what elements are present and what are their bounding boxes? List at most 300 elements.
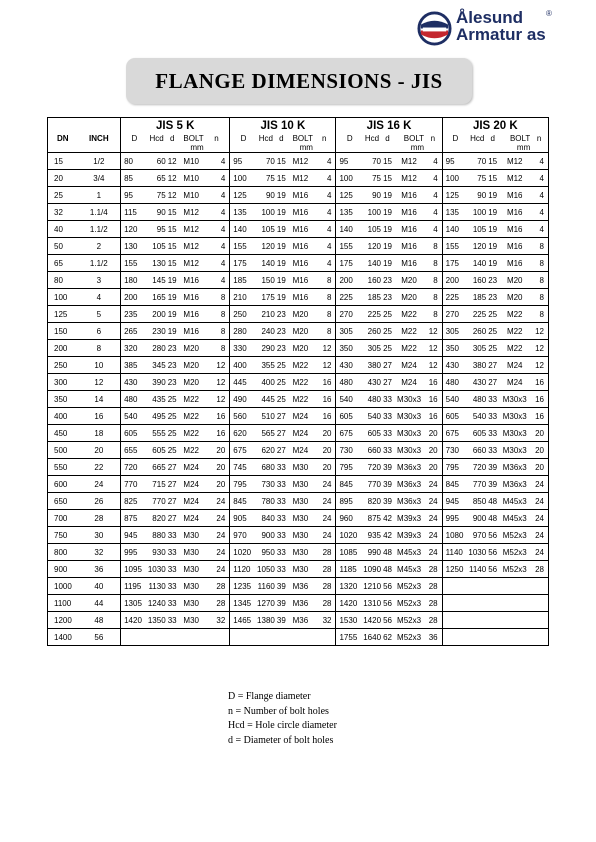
hole-circle-cell: 290 xyxy=(257,340,275,357)
bolt-count-cell: 24 xyxy=(204,544,230,561)
flange-diameter-cell: 140 xyxy=(336,221,363,238)
bolt-size-cell: M24 xyxy=(499,357,530,374)
table-row xyxy=(48,425,549,442)
hole-circle-cell: 495 xyxy=(148,408,166,425)
hole-circle-cell: 240 xyxy=(257,323,275,340)
bolt-hole-cell: 27 xyxy=(275,425,288,442)
hole-circle-cell: 990 xyxy=(363,544,381,561)
bolt-hole-cell: 48 xyxy=(381,561,394,578)
flange-diameter-cell: 795 xyxy=(336,459,363,476)
bolt-count-cell: 24 xyxy=(530,527,548,544)
table-row xyxy=(48,374,549,391)
bolt-count-cell: 4 xyxy=(204,272,230,289)
hole-circle-cell: 715 xyxy=(148,476,166,493)
bolt-count-cell: 24 xyxy=(424,510,442,527)
flange-diameter-cell: 1085 xyxy=(336,544,363,561)
flange-diameter-cell: 1195 xyxy=(121,578,148,595)
bolt-size-cell: M30x3 xyxy=(499,442,530,459)
hole-circle-cell: 130 xyxy=(148,255,166,272)
flange-diameter-cell: 155 xyxy=(336,238,363,255)
bolt-hole-cell: 39 xyxy=(486,459,499,476)
bolt-count-cell: 24 xyxy=(530,476,548,493)
bolt-count-cell: 12 xyxy=(204,357,230,374)
flange-diameter-cell: 845 xyxy=(442,476,468,493)
bolt-count-cell: 12 xyxy=(530,323,548,340)
dn-cell: 15 xyxy=(48,153,78,170)
bolt-count-cell: 8 xyxy=(204,323,230,340)
inch-cell: 20 xyxy=(78,442,121,459)
table-row xyxy=(48,527,549,544)
title-banner xyxy=(126,58,472,104)
bolt-count-cell: 16 xyxy=(530,408,548,425)
bolt-size-cell: M12 xyxy=(394,153,424,170)
empty-cell xyxy=(442,595,548,612)
bolt-hole-cell: 39 xyxy=(275,612,288,629)
empty-cell xyxy=(442,629,548,646)
bolt-hole-cell: 33 xyxy=(486,425,499,442)
inch-cell: 12 xyxy=(78,374,121,391)
bolt-hole-cell: 42 xyxy=(381,527,394,544)
bolt-size-cell: M22 xyxy=(179,425,204,442)
table-row xyxy=(48,187,549,204)
hole-circle-cell: 605 xyxy=(468,425,486,442)
table-row xyxy=(48,357,549,374)
page-title: FLANGE DIMENSIONS - JIS xyxy=(155,69,443,93)
bolt-count-cell: 28 xyxy=(424,561,442,578)
bolt-size-cell: M20 xyxy=(499,272,530,289)
bolt-hole-cell: 19 xyxy=(486,255,499,272)
inch-cell: 16 xyxy=(78,408,121,425)
bolt-hole-cell: 19 xyxy=(166,306,179,323)
dn-cell: 32 xyxy=(48,204,78,221)
bolt-size-cell: M36 xyxy=(288,612,313,629)
hole-circle-cell: 1160 xyxy=(257,578,275,595)
flange-diameter-cell: 1020 xyxy=(336,527,363,544)
bolt-count-cell: 12 xyxy=(313,340,336,357)
legend-item-d: D = Flange diameter xyxy=(228,691,311,702)
bolt-hole-cell: 19 xyxy=(166,289,179,306)
bolt-hole-cell: 19 xyxy=(275,255,288,272)
sub-header-hcd: Hcd xyxy=(363,134,381,153)
empty-cell xyxy=(230,629,336,646)
flange-diameter-cell: 200 xyxy=(442,272,468,289)
hole-circle-cell: 75 xyxy=(468,170,486,187)
flange-diameter-cell: 1020 xyxy=(230,544,257,561)
bolt-count-cell: 32 xyxy=(313,612,336,629)
bolt-hole-cell: 25 xyxy=(166,391,179,408)
dn-cell: 550 xyxy=(48,459,78,476)
sub-header-n: n xyxy=(313,134,336,153)
hole-circle-cell: 225 xyxy=(468,306,486,323)
bolt-hole-cell: 33 xyxy=(166,544,179,561)
flange-diameter-cell: 730 xyxy=(336,442,363,459)
bolt-size-cell: M30x3 xyxy=(499,408,530,425)
bolt-size-cell: M16 xyxy=(499,255,530,272)
inch-cell: 3 xyxy=(78,272,121,289)
bolt-size-cell: M12 xyxy=(288,153,313,170)
bolt-hole-cell: 25 xyxy=(381,306,394,323)
flange-diameter-cell: 130 xyxy=(121,238,148,255)
dn-header: DN xyxy=(48,134,78,153)
bolt-count-cell: 24 xyxy=(424,544,442,561)
table-row xyxy=(48,612,549,629)
flange-diameter-cell: 825 xyxy=(121,493,148,510)
hole-circle-cell: 770 xyxy=(468,476,486,493)
bolt-hole-cell: 33 xyxy=(486,408,499,425)
bolt-count-cell: 4 xyxy=(530,187,548,204)
bolt-size-cell: M30 xyxy=(288,476,313,493)
bolt-count-cell: 28 xyxy=(313,595,336,612)
flange-diameter-cell: 675 xyxy=(442,425,468,442)
bolt-count-cell: 24 xyxy=(530,544,548,561)
bolt-size-cell: M36x3 xyxy=(394,459,424,476)
bolt-count-cell: 24 xyxy=(313,510,336,527)
bolt-hole-cell: 48 xyxy=(486,510,499,527)
hole-circle-cell: 445 xyxy=(257,391,275,408)
flange-diameter-cell: 175 xyxy=(442,255,468,272)
bolt-count-cell: 20 xyxy=(313,425,336,442)
hole-circle-cell: 720 xyxy=(363,459,381,476)
hole-circle-cell: 105 xyxy=(363,221,381,238)
flange-diameter-cell: 430 xyxy=(336,357,363,374)
inch-cell: 5 xyxy=(78,306,121,323)
bolt-count-cell: 20 xyxy=(530,459,548,476)
flange-diameter-cell: 1095 xyxy=(121,561,148,578)
inch-cell: 28 xyxy=(78,510,121,527)
flange-diameter-cell: 200 xyxy=(121,289,148,306)
flange-diameter-cell: 1140 xyxy=(442,544,468,561)
bolt-hole-cell: 56 xyxy=(486,544,499,561)
dn-cell: 50 xyxy=(48,238,78,255)
inch-cell: 36 xyxy=(78,561,121,578)
table-row xyxy=(48,391,549,408)
bolt-size-cell: M24 xyxy=(288,408,313,425)
table-row xyxy=(48,340,549,357)
dn-cell: 125 xyxy=(48,306,78,323)
hole-circle-cell: 820 xyxy=(148,510,166,527)
bolt-size-cell: M16 xyxy=(179,306,204,323)
hole-circle-cell: 160 xyxy=(363,272,381,289)
bolt-count-cell: 8 xyxy=(313,272,336,289)
hole-circle-cell: 540 xyxy=(468,408,486,425)
company-logo xyxy=(417,9,577,49)
hole-circle-cell: 305 xyxy=(468,340,486,357)
dn-cell: 25 xyxy=(48,187,78,204)
bolt-size-cell: M16 xyxy=(288,221,313,238)
inch-cell: 2 xyxy=(78,238,121,255)
dn-cell: 20 xyxy=(48,170,78,187)
bolt-count-cell: 8 xyxy=(313,323,336,340)
bolt-size-cell: M30 xyxy=(288,544,313,561)
bolt-size-cell: M24 xyxy=(288,442,313,459)
hole-circle-cell: 100 xyxy=(468,204,486,221)
hole-circle-cell: 1030 xyxy=(148,561,166,578)
bolt-hole-cell: 23 xyxy=(166,374,179,391)
bolt-count-cell: 8 xyxy=(424,289,442,306)
hole-circle-cell: 145 xyxy=(148,272,166,289)
flange-diameter-cell: 100 xyxy=(442,170,468,187)
bolt-size-cell: M16 xyxy=(499,204,530,221)
hole-circle-cell: 260 xyxy=(363,323,381,340)
flange-diameter-cell: 430 xyxy=(442,357,468,374)
hole-circle-cell: 185 xyxy=(468,289,486,306)
bolt-size-cell: M45x3 xyxy=(394,544,424,561)
group-header-row xyxy=(48,118,549,135)
bolt-hole-cell: 33 xyxy=(166,578,179,595)
bolt-hole-cell: 27 xyxy=(486,374,499,391)
bolt-hole-cell: 25 xyxy=(166,425,179,442)
flange-diameter-cell: 620 xyxy=(230,425,257,442)
bolt-count-cell: 4 xyxy=(424,170,442,187)
bolt-size-cell: M12 xyxy=(179,255,204,272)
hole-circle-cell: 230 xyxy=(148,323,166,340)
bolt-size-cell: M16 xyxy=(288,289,313,306)
dn-cell: 1200 xyxy=(48,612,78,629)
bolt-size-cell: M16 xyxy=(499,238,530,255)
bolt-count-cell: 12 xyxy=(204,374,230,391)
bolt-size-cell: M30 xyxy=(288,527,313,544)
dn-cell: 600 xyxy=(48,476,78,493)
bolt-hole-cell: 12 xyxy=(166,187,179,204)
bolt-hole-cell: 33 xyxy=(275,493,288,510)
bolt-count-cell: 28 xyxy=(313,561,336,578)
bolt-size-cell: M30 xyxy=(179,578,204,595)
bolt-count-cell: 8 xyxy=(424,272,442,289)
bolt-hole-cell: 12 xyxy=(166,170,179,187)
dn-cell: 100 xyxy=(48,289,78,306)
bolt-hole-cell: 25 xyxy=(166,442,179,459)
bolt-size-cell: M16 xyxy=(394,204,424,221)
bolt-hole-cell: 33 xyxy=(486,442,499,459)
table-row xyxy=(48,493,549,510)
flange-diameter-cell: 480 xyxy=(442,374,468,391)
flange-diameter-cell: 845 xyxy=(230,493,257,510)
bolt-count-cell: 16 xyxy=(424,408,442,425)
bolt-count-cell: 16 xyxy=(313,391,336,408)
hole-circle-cell: 665 xyxy=(148,459,166,476)
bolt-size-cell: M36x3 xyxy=(394,476,424,493)
bolt-size-cell: M24 xyxy=(179,493,204,510)
sub-header-d: D xyxy=(336,134,363,153)
sub-header-bolt xyxy=(179,134,204,153)
bolt-count-cell: 12 xyxy=(530,340,548,357)
bolt-hole-cell: 15 xyxy=(486,153,499,170)
bolt-hole-cell: 33 xyxy=(275,476,288,493)
hole-circle-cell: 90 xyxy=(257,187,275,204)
flange-dimensions-table xyxy=(47,117,549,646)
bolt-size-cell: M30x3 xyxy=(499,391,530,408)
flange-diameter-cell: 655 xyxy=(121,442,148,459)
bolt-size-cell: M30 xyxy=(179,612,204,629)
sub-header-bolt xyxy=(499,134,530,153)
sub-header-hcd: Hcd xyxy=(468,134,486,153)
hole-circle-cell: 1350 xyxy=(148,612,166,629)
bolt-count-cell: 16 xyxy=(204,408,230,425)
bolt-size-cell: M52x3 xyxy=(499,561,530,578)
bolt-hole-cell: 27 xyxy=(381,374,394,391)
bolt-hole-cell: 19 xyxy=(275,204,288,221)
bolt-size-cell: M16 xyxy=(288,272,313,289)
hole-circle-cell: 950 xyxy=(257,544,275,561)
flange-diameter-cell: 305 xyxy=(336,323,363,340)
legend-item-bolt-hole: d = Diameter of bolt holes xyxy=(228,734,334,746)
bolt-hole-cell: 15 xyxy=(166,204,179,221)
bolt-hole-cell: 23 xyxy=(166,340,179,357)
bolt-count-cell: 24 xyxy=(313,527,336,544)
hole-circle-cell: 930 xyxy=(148,544,166,561)
flange-diameter-cell: 480 xyxy=(121,391,148,408)
hole-circle-cell: 680 xyxy=(257,459,275,476)
bolt-size-cell: M16 xyxy=(394,187,424,204)
bolt-count-cell: 4 xyxy=(530,221,548,238)
hole-circle-cell: 480 xyxy=(363,391,381,408)
hole-circle-cell: 95 xyxy=(148,221,166,238)
bolt-hole-cell: 27 xyxy=(166,476,179,493)
bolt-hole-cell: 19 xyxy=(275,272,288,289)
bolt-count-cell: 8 xyxy=(530,306,548,323)
bolt-size-cell: M30 xyxy=(179,527,204,544)
bolt-count-cell: 24 xyxy=(530,493,548,510)
dn-cell: 350 xyxy=(48,391,78,408)
hole-circle-cell: 730 xyxy=(257,476,275,493)
flange-diameter-cell: 605 xyxy=(121,425,148,442)
bolt-size-cell: M30 xyxy=(288,510,313,527)
bolt-hole-cell: 27 xyxy=(166,459,179,476)
bolt-size-cell: M12 xyxy=(499,170,530,187)
hole-circle-cell: 1210 xyxy=(363,578,381,595)
sub-header-d-small: d xyxy=(166,134,179,153)
flange-diameter-cell: 1185 xyxy=(336,561,363,578)
hole-circle-cell: 1270 xyxy=(257,595,275,612)
bolt-count-cell: 4 xyxy=(424,204,442,221)
flange-diameter-cell: 730 xyxy=(442,442,468,459)
flange-diameter-cell: 270 xyxy=(336,306,363,323)
dn-cell: 200 xyxy=(48,340,78,357)
bolt-hole-cell: 19 xyxy=(486,204,499,221)
bolt-count-cell: 28 xyxy=(424,595,442,612)
bolt-hole-cell: 33 xyxy=(166,612,179,629)
table-row xyxy=(48,221,549,238)
bolt-hole-cell: 19 xyxy=(381,255,394,272)
bolt-count-cell: 4 xyxy=(313,238,336,255)
bolt-hole-cell: 39 xyxy=(381,459,394,476)
bolt-count-cell: 28 xyxy=(424,612,442,629)
bolt-label: BOLT xyxy=(292,134,313,143)
hole-circle-cell: 875 xyxy=(363,510,381,527)
bolt-hole-cell: 27 xyxy=(275,442,288,459)
bolt-count-cell: 8 xyxy=(530,272,548,289)
bolt-hole-cell: 23 xyxy=(381,289,394,306)
valve-logo-icon xyxy=(417,11,452,46)
bolt-hole-cell: 56 xyxy=(381,578,394,595)
flange-diameter-cell: 1345 xyxy=(230,595,257,612)
bolt-hole-cell: 33 xyxy=(166,595,179,612)
bolt-count-cell: 4 xyxy=(204,187,230,204)
bolt-size-cell: M12 xyxy=(288,170,313,187)
bolt-size-cell: M22 xyxy=(499,306,530,323)
bolt-hole-cell: 33 xyxy=(381,408,394,425)
bolt-hole-cell: 42 xyxy=(381,510,394,527)
hole-circle-cell: 120 xyxy=(363,238,381,255)
bolt-count-cell: 16 xyxy=(204,425,230,442)
bolt-count-cell: 24 xyxy=(204,493,230,510)
bolt-count-cell: 24 xyxy=(313,493,336,510)
bolt-count-cell: 4 xyxy=(424,187,442,204)
bolt-count-cell: 4 xyxy=(204,170,230,187)
hole-circle-cell: 430 xyxy=(363,374,381,391)
inch-cell: 22 xyxy=(78,459,121,476)
bolt-hole-cell: 15 xyxy=(275,170,288,187)
flange-diameter-cell: 945 xyxy=(121,527,148,544)
bolt-hole-cell: 23 xyxy=(275,306,288,323)
bolt-hole-cell: 15 xyxy=(166,238,179,255)
bolt-hole-cell: 25 xyxy=(486,306,499,323)
bolt-count-cell: 4 xyxy=(313,187,336,204)
hole-circle-cell: 970 xyxy=(468,527,486,544)
bolt-size-cell: M30x3 xyxy=(394,425,424,442)
bolt-hole-cell: 19 xyxy=(486,238,499,255)
bolt-size-cell: M22 xyxy=(499,323,530,340)
hole-circle-cell: 840 xyxy=(257,510,275,527)
bolt-count-cell: 8 xyxy=(204,340,230,357)
table-row xyxy=(48,272,549,289)
flange-diameter-cell: 115 xyxy=(121,204,148,221)
bolt-hole-cell: 33 xyxy=(275,561,288,578)
bolt-size-cell: M52x3 xyxy=(394,612,424,629)
hole-circle-cell: 120 xyxy=(468,238,486,255)
bolt-hole-cell: 19 xyxy=(486,187,499,204)
hole-circle-cell: 380 xyxy=(363,357,381,374)
hole-circle-cell: 260 xyxy=(468,323,486,340)
bolt-count-cell: 28 xyxy=(313,544,336,561)
legend xyxy=(228,690,337,748)
bolt-count-cell: 24 xyxy=(204,527,230,544)
flange-diameter-cell: 1420 xyxy=(121,612,148,629)
bolt-size-cell: M36x3 xyxy=(499,459,530,476)
flange-diameter-cell: 265 xyxy=(121,323,148,340)
hole-circle-cell: 175 xyxy=(257,289,275,306)
empty-cell xyxy=(121,629,230,646)
legend-item-hcd: Hcd = Hole circle diameter xyxy=(228,720,337,731)
bolt-count-cell: 24 xyxy=(424,527,442,544)
hole-circle-cell: 225 xyxy=(363,306,381,323)
bolt-hole-cell: 19 xyxy=(381,204,394,221)
bolt-hole-cell: 23 xyxy=(381,272,394,289)
bolt-hole-cell: 25 xyxy=(381,323,394,340)
bolt-hole-cell: 23 xyxy=(275,323,288,340)
sub-header-d-small: d xyxy=(486,134,499,153)
hole-circle-cell: 880 xyxy=(148,527,166,544)
bolt-count-cell: 4 xyxy=(313,204,336,221)
bolt-size-cell: M24 xyxy=(179,510,204,527)
table-row xyxy=(48,306,549,323)
sub-header-bolt xyxy=(288,134,313,153)
flange-diameter-cell: 155 xyxy=(442,238,468,255)
bolt-count-cell: 4 xyxy=(313,255,336,272)
inch-header: INCH xyxy=(78,134,121,153)
bolt-hole-cell: 25 xyxy=(486,340,499,357)
bolt-size-cell: M30 xyxy=(179,561,204,578)
bolt-hole-cell: 33 xyxy=(166,561,179,578)
dn-cell: 300 xyxy=(48,374,78,391)
flange-diameter-cell: 540 xyxy=(121,408,148,425)
bolt-count-cell: 28 xyxy=(204,578,230,595)
bolt-count-cell: 4 xyxy=(424,221,442,238)
flange-diameter-cell: 745 xyxy=(230,459,257,476)
hole-circle-cell: 390 xyxy=(148,374,166,391)
bolt-count-cell: 8 xyxy=(424,306,442,323)
inch-cell: 56 xyxy=(78,629,121,646)
